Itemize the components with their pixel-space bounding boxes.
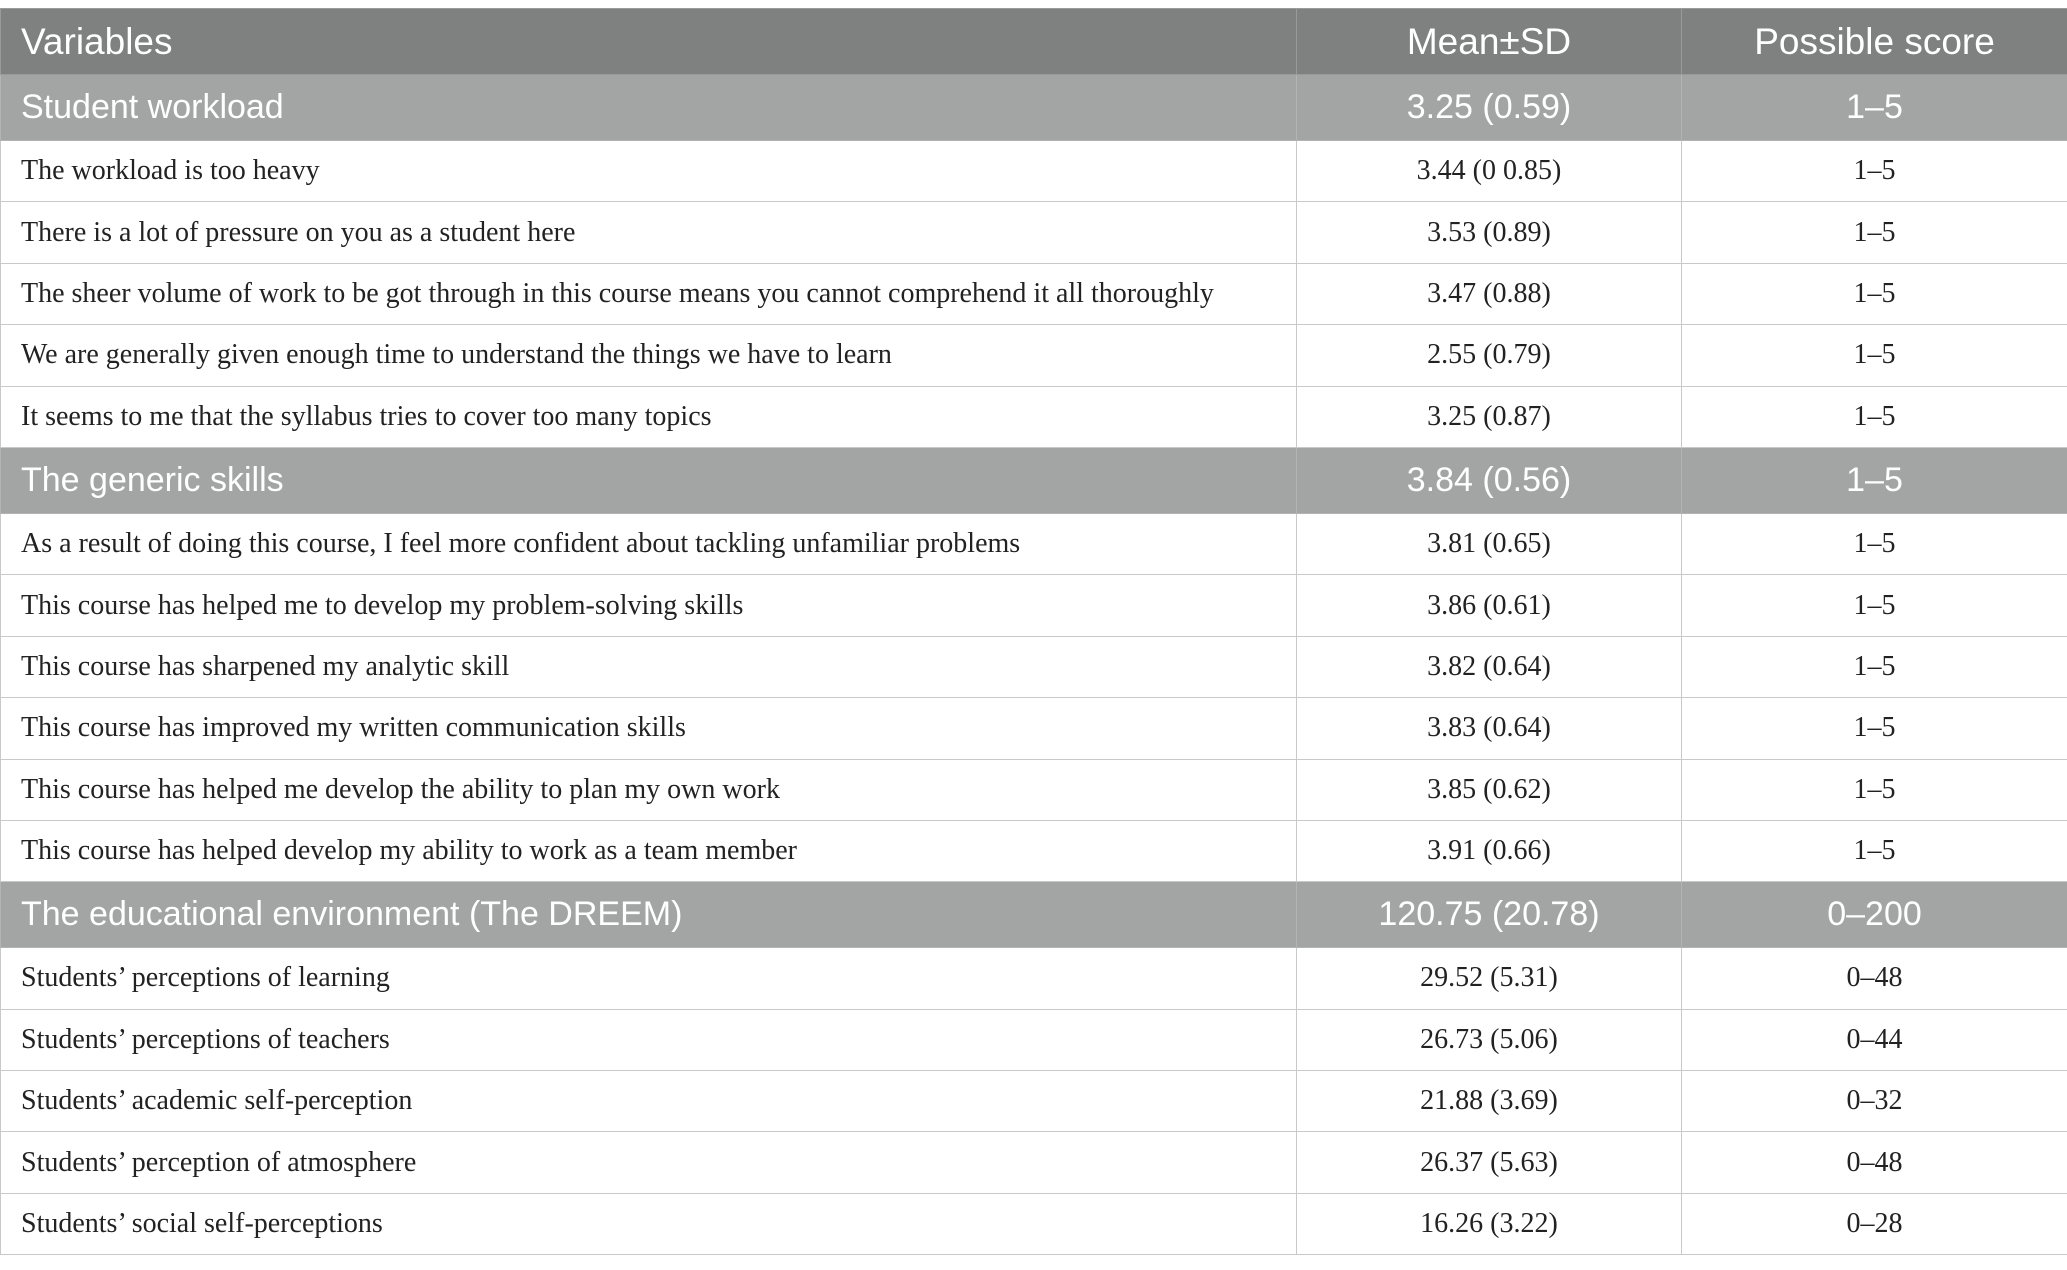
table-row — [1, 1009, 2067, 1070]
table-row — [1, 263, 2067, 324]
cell-mean-sd: 3.91 (0.66) — [1297, 820, 1682, 881]
cell-variable: Students’ perceptions of teachers — [1, 1009, 1297, 1070]
cell-variable: This course has helped develop my ability to work as a team member — [1, 820, 1297, 881]
cell-possible-score: 1–5 — [1682, 698, 2067, 759]
cell-mean-sd: 3.83 (0.64) — [1297, 698, 1682, 759]
cell-variable: The workload is too heavy — [1, 141, 1297, 202]
cell-possible-score: 1–5 — [1682, 325, 2067, 386]
cell-possible-score: 1–5 — [1682, 386, 2067, 447]
cell-possible-score: 0–48 — [1682, 948, 2067, 1009]
table-row — [1, 820, 2067, 881]
cell-possible-score: 0–44 — [1682, 1009, 2067, 1070]
table-row — [1, 325, 2067, 386]
section-header-row — [1, 882, 2067, 948]
table-row — [1, 759, 2067, 820]
header-mean-sd: Mean±SD — [1297, 9, 1682, 75]
cell-mean-sd: 3.86 (0.61) — [1297, 575, 1682, 636]
table-body — [1, 75, 2067, 1255]
table-row — [1, 636, 2067, 697]
table-row — [1, 141, 2067, 202]
cell-variable: This course has improved my written communication skills — [1, 698, 1297, 759]
cell-variable: There is a lot of pressure on you as a student here — [1, 202, 1297, 263]
table-row — [1, 698, 2067, 759]
table-row — [1, 513, 2067, 574]
section-possible-score: 0–200 — [1682, 882, 2067, 948]
cell-mean-sd: 3.53 (0.89) — [1297, 202, 1682, 263]
table-row — [1, 1071, 2067, 1132]
section-possible-score: 1–5 — [1682, 447, 2067, 513]
section-mean-sd: 3.25 (0.59) — [1297, 75, 1682, 141]
cell-variable: This course has helped me to develop my problem-solving skills — [1, 575, 1297, 636]
cell-variable: The sheer volume of work to be got through in this course means you cannot comprehend it all thoroughly — [1, 263, 1297, 324]
cell-variable: This course has helped me develop the ability to plan my own work — [1, 759, 1297, 820]
cell-possible-score: 1–5 — [1682, 141, 2067, 202]
cell-variable: Students’ academic self-perception — [1, 1071, 1297, 1132]
section-header-row — [1, 75, 2067, 141]
cell-mean-sd: 21.88 (3.69) — [1297, 1071, 1682, 1132]
table-header — [1, 9, 2067, 75]
cell-mean-sd: 3.82 (0.64) — [1297, 636, 1682, 697]
cell-possible-score: 0–28 — [1682, 1193, 2067, 1254]
table-row — [1, 202, 2067, 263]
table-row — [1, 575, 2067, 636]
cell-possible-score: 1–5 — [1682, 263, 2067, 324]
cell-mean-sd: 29.52 (5.31) — [1297, 948, 1682, 1009]
section-mean-sd: 120.75 (20.78) — [1297, 882, 1682, 948]
cell-variable: We are generally given enough time to understand the things we have to learn — [1, 325, 1297, 386]
cell-possible-score: 1–5 — [1682, 575, 2067, 636]
section-label: Student workload — [1, 75, 1297, 141]
section-header-row — [1, 447, 2067, 513]
cell-possible-score: 1–5 — [1682, 820, 2067, 881]
cell-variable: Students’ perceptions of learning — [1, 948, 1297, 1009]
cell-possible-score: 1–5 — [1682, 759, 2067, 820]
cell-possible-score: 1–5 — [1682, 202, 2067, 263]
table-row — [1, 948, 2067, 1009]
cell-mean-sd: 3.25 (0.87) — [1297, 386, 1682, 447]
section-label: The educational environment (The DREEM) — [1, 882, 1297, 948]
cell-mean-sd: 2.55 (0.79) — [1297, 325, 1682, 386]
cell-mean-sd: 3.81 (0.65) — [1297, 513, 1682, 574]
section-label: The generic skills — [1, 447, 1297, 513]
cell-mean-sd: 3.44 (0 0.85) — [1297, 141, 1682, 202]
cell-possible-score: 0–32 — [1682, 1071, 2067, 1132]
results-table — [0, 8, 2067, 1255]
cell-mean-sd: 3.47 (0.88) — [1297, 263, 1682, 324]
table-row — [1, 386, 2067, 447]
cell-possible-score: 1–5 — [1682, 513, 2067, 574]
cell-variable: Students’ perception of atmosphere — [1, 1132, 1297, 1193]
cell-mean-sd: 26.37 (5.63) — [1297, 1132, 1682, 1193]
table-row — [1, 1193, 2067, 1254]
table-row — [1, 1132, 2067, 1193]
results-table-container — [0, 8, 2067, 1255]
cell-variable: As a result of doing this course, I feel more confident about tackling unfamiliar problems — [1, 513, 1297, 574]
header-possible-score: Possible score — [1682, 9, 2067, 75]
cell-variable: This course has sharpened my analytic skill — [1, 636, 1297, 697]
section-mean-sd: 3.84 (0.56) — [1297, 447, 1682, 513]
cell-variable: It seems to me that the syllabus tries to cover too many topics — [1, 386, 1297, 447]
cell-mean-sd: 3.85 (0.62) — [1297, 759, 1682, 820]
cell-possible-score: 0–48 — [1682, 1132, 2067, 1193]
header-variables: Variables — [1, 9, 1297, 75]
cell-mean-sd: 26.73 (5.06) — [1297, 1009, 1682, 1070]
cell-possible-score: 1–5 — [1682, 636, 2067, 697]
cell-mean-sd: 16.26 (3.22) — [1297, 1193, 1682, 1254]
header-row — [1, 9, 2067, 75]
cell-variable: Students’ social self-perceptions — [1, 1193, 1297, 1254]
section-possible-score: 1–5 — [1682, 75, 2067, 141]
